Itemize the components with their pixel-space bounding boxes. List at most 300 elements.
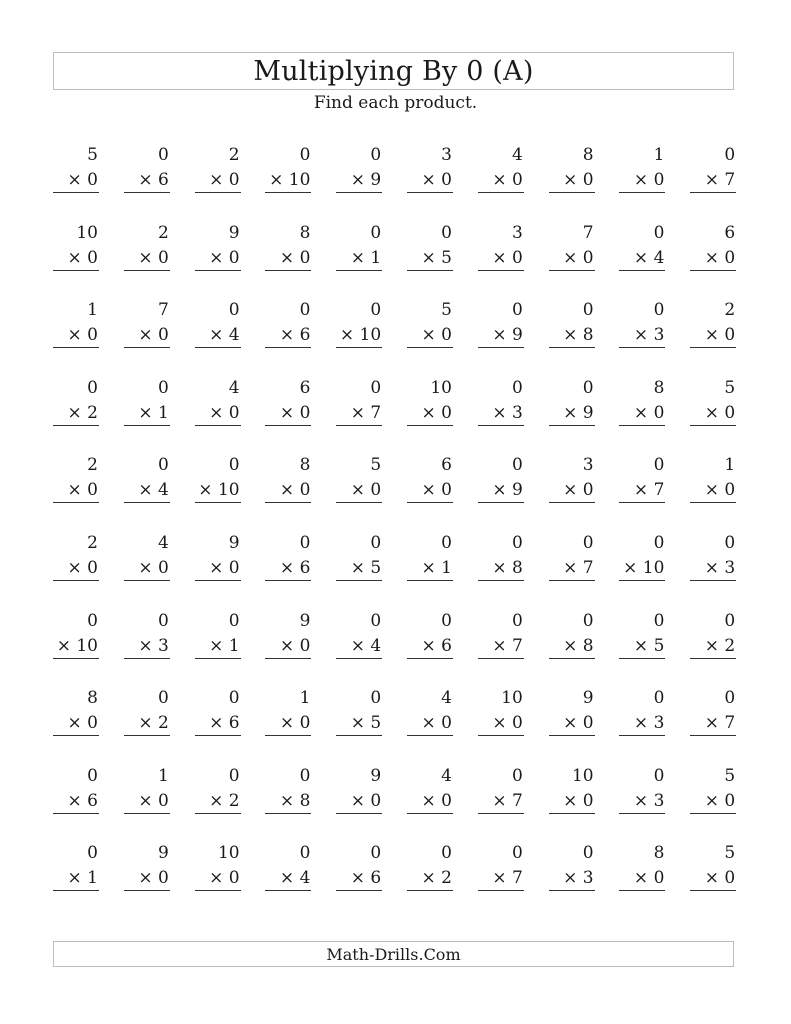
multiplier-value: 0 [87,325,98,346]
multiplicand: 0 [653,300,665,321]
answer-line[interactable] [619,425,665,426]
multiplier [53,714,99,732]
times-sign: × [138,480,153,501]
problem [53,534,99,581]
multiplier [478,326,524,344]
multiplicand: 0 [228,300,240,321]
times-sign: × [350,713,365,734]
multiplicand: 8 [299,455,311,476]
times-sign: × [633,170,649,190]
title-box [53,52,734,90]
multiplicand: 0 [299,532,311,553]
problem [265,301,311,348]
answer-line[interactable] [619,502,665,503]
problem [195,224,241,271]
multiplier-value: 4 [299,868,311,889]
multiplier [619,869,665,887]
multiplier [619,559,665,577]
problem [478,146,524,193]
answer-line[interactable] [336,270,382,271]
answer-line[interactable] [549,192,595,193]
times-sign: × [492,402,507,423]
answer-line[interactable] [265,425,311,426]
multiplier-value: 6 [299,557,311,578]
times-sign: × [350,868,365,889]
answer-line[interactable] [195,502,241,503]
multiplier-value: 1 [87,868,98,889]
answer-line[interactable] [478,192,524,193]
multiplicand: 0 [370,145,382,165]
multiplier [53,404,99,422]
multiplier [124,171,170,189]
problem [407,689,453,736]
answer-line[interactable] [619,270,665,271]
answer-line[interactable] [53,192,99,193]
problem-row [53,456,739,534]
answer-line[interactable] [619,347,665,348]
answer-line[interactable] [690,502,736,503]
problem [549,612,595,659]
times-sign: × [704,557,719,578]
multiplicand: 9 [228,222,240,243]
multiplier-value: 0 [87,713,98,734]
multiplier [619,404,665,422]
answer-line[interactable] [690,347,736,348]
multiplier [478,249,524,267]
multiplicand: 3 [582,455,594,476]
times-sign: × [704,247,719,268]
answer-line[interactable] [265,890,311,891]
answer-line[interactable] [195,270,241,271]
answer-line[interactable] [53,813,99,814]
multiplicand: 6 [441,455,452,476]
answer-line[interactable] [124,192,170,193]
answer-line[interactable] [407,813,453,814]
answer-line[interactable] [478,580,524,581]
times-sign: × [421,325,436,346]
problem [195,301,241,348]
multiplicand: 0 [582,377,594,398]
answer-line[interactable] [407,270,453,271]
problem [195,689,241,736]
multiplier [407,171,453,189]
multiplier-value: 10 [359,325,382,346]
answer-line[interactable] [124,347,170,348]
answer-line[interactable] [619,890,665,891]
multiplier-value: 0 [653,170,665,190]
multiplier [690,559,736,577]
answer-line[interactable] [690,425,736,426]
times-sign: × [492,170,507,190]
multiplier-value: 6 [441,635,452,656]
multiplier-value: 3 [724,557,736,578]
times-sign: × [633,247,649,268]
multiplier-value: 6 [87,790,98,811]
answer-line[interactable] [407,192,453,193]
multiplier-value: 0 [653,402,665,423]
multiplier [53,637,99,655]
answer-line[interactable] [619,813,665,814]
answer-line[interactable] [53,270,99,271]
problem [53,767,99,814]
multiplicand: 0 [441,843,452,864]
times-sign: × [633,790,649,811]
times-sign: × [633,713,649,734]
answer-line[interactable] [53,890,99,891]
problem [124,456,170,503]
times-sign: × [492,790,507,811]
answer-line[interactable] [265,735,311,736]
answer-line[interactable] [195,192,241,193]
multiplier-value: 8 [582,325,594,346]
multiplier [407,637,453,655]
multiplicand: 4 [157,532,169,553]
multiplier-value: 0 [441,713,452,734]
multiplier-value: 0 [724,247,736,268]
times-sign: × [350,635,365,656]
problem [336,456,382,503]
problem [265,146,311,193]
answer-line[interactable] [690,270,736,271]
answer-line[interactable] [407,890,453,891]
times-sign: × [350,170,365,190]
answer-line[interactable] [336,502,382,503]
multiplier [407,404,453,422]
answer-line[interactable] [690,890,736,891]
answer-line[interactable] [336,347,382,348]
answer-line[interactable] [265,658,311,659]
answer-line[interactable] [619,735,665,736]
multiplier-value: 8 [511,557,523,578]
answer-line[interactable] [124,425,170,426]
problem [407,379,453,426]
problem [619,379,665,426]
multiplicand: 1 [653,145,665,165]
multiplier-value: 0 [724,790,736,811]
answer-line[interactable] [478,813,524,814]
answer-line[interactable] [195,890,241,891]
problem [549,456,595,503]
problem-row [53,612,739,690]
multiplier-value: 0 [441,790,452,811]
answer-line[interactable] [478,502,524,503]
answer-line[interactable] [690,192,736,193]
times-sign: × [138,635,153,656]
multiplicand: 0 [511,765,523,786]
problem [336,534,382,581]
multiplier-value: 2 [724,635,736,656]
answer-line[interactable] [265,192,311,193]
multiplier [407,869,453,887]
answer-line[interactable] [195,735,241,736]
answer-line[interactable] [336,890,382,891]
problem [53,844,99,891]
multiplicand: 0 [87,765,98,786]
answer-line[interactable] [195,347,241,348]
answer-line[interactable] [124,813,170,814]
multiplier [336,792,382,810]
multiplier [478,792,524,810]
multiplier-value: 0 [228,557,240,578]
answer-line[interactable] [124,502,170,503]
multiplier [195,171,241,189]
answer-line[interactable] [478,735,524,736]
times-sign: × [492,247,507,268]
problem [265,534,311,581]
problem-grid [53,146,739,922]
multiplicand: 0 [511,455,523,476]
times-sign: × [350,480,365,501]
times-sign: × [704,635,719,656]
answer-line[interactable] [407,502,453,503]
times-sign: × [421,480,436,501]
multiplier [124,559,170,577]
multiplier-value: 0 [582,170,594,190]
answer-line[interactable] [407,347,453,348]
multiplier [619,326,665,344]
multiplicand: 0 [370,843,382,864]
answer-line[interactable] [478,890,524,891]
multiplier-value: 3 [653,713,665,734]
answer-line[interactable] [124,890,170,891]
answer-line[interactable] [265,580,311,581]
multiplier [53,559,99,577]
multiplicand: 0 [582,532,594,553]
multiplier [549,714,595,732]
multiplier [407,481,453,499]
times-sign: × [421,635,436,656]
problem [549,379,595,426]
answer-line[interactable] [549,270,595,271]
times-sign: × [563,713,578,734]
multiplier [195,326,241,344]
problem [265,689,311,736]
answer-line[interactable] [336,735,382,736]
answer-line[interactable] [195,425,241,426]
multiplier [478,559,524,577]
answer-line[interactable] [336,813,382,814]
answer-line[interactable] [549,813,595,814]
answer-line[interactable] [124,270,170,271]
multiplicand: 0 [653,222,665,243]
times-sign: × [563,790,578,811]
multiplier-value: 5 [441,247,452,268]
multiplier-value: 1 [157,402,169,423]
answer-line[interactable] [53,580,99,581]
answer-line[interactable] [53,425,99,426]
answer-line[interactable] [549,502,595,503]
multiplicand: 0 [582,843,594,864]
answer-line[interactable] [690,580,736,581]
answer-line[interactable] [336,580,382,581]
multiplier-value: 0 [441,402,452,423]
problem [619,456,665,503]
answer-line[interactable] [619,192,665,193]
multiplicand: 8 [653,377,665,398]
times-sign: × [209,170,224,190]
times-sign: × [209,325,224,346]
times-sign: × [279,635,295,656]
multiplier-value: 2 [87,402,98,423]
multiplier-value: 7 [653,480,665,501]
answer-line[interactable] [478,425,524,426]
multiplier-value: 5 [653,635,665,656]
multiplier [336,714,382,732]
multiplicand: 0 [370,377,382,398]
multiplicand: 0 [653,455,665,476]
multiplicand: 10 [217,843,240,864]
multiplier [478,171,524,189]
answer-line[interactable] [124,735,170,736]
times-sign: × [492,713,507,734]
problem [619,224,665,271]
multiplier-value: 6 [228,713,240,734]
multiplicand: 0 [511,300,523,321]
answer-line[interactable] [549,735,595,736]
answer-line[interactable] [195,580,241,581]
problem-row [53,379,739,457]
multiplier [549,249,595,267]
multiplicand: 1 [87,300,98,321]
multiplier [690,714,736,732]
multiplicand: 0 [653,532,665,553]
problem [124,767,170,814]
multiplier-value: 10 [642,557,665,578]
answer-line[interactable] [619,658,665,659]
answer-line[interactable] [336,425,382,426]
answer-line[interactable] [549,347,595,348]
multiplier [265,171,311,189]
times-sign: × [350,402,365,423]
times-sign: × [138,868,153,889]
problem [195,844,241,891]
multiplicand: 8 [299,222,311,243]
multiplicand: 9 [370,765,382,786]
multiplicand: 0 [87,610,98,631]
answer-line[interactable] [407,735,453,736]
problem [53,146,99,193]
multiplicand: 4 [441,765,452,786]
answer-line[interactable] [407,580,453,581]
multiplier [549,559,595,577]
multiplicand: 0 [724,145,736,165]
times-sign: × [209,713,224,734]
multiplier [407,559,453,577]
multiplier [619,637,665,655]
times-sign: × [279,402,295,423]
multiplier-value: 0 [582,247,594,268]
answer-line[interactable] [407,658,453,659]
answer-line[interactable] [478,347,524,348]
answer-line[interactable] [690,735,736,736]
multiplicand: 0 [157,145,169,165]
problem [265,379,311,426]
answer-line[interactable] [53,735,99,736]
worksheet-title: Multiplying By 0 (A) [253,55,534,87]
problem [407,534,453,581]
multiplier [407,792,453,810]
answer-line[interactable] [690,658,736,659]
answer-line[interactable] [124,658,170,659]
answer-line[interactable] [549,890,595,891]
times-sign: × [563,325,578,346]
multiplier [619,171,665,189]
times-sign: × [209,790,224,811]
answer-line[interactable] [53,347,99,348]
answer-line[interactable] [265,347,311,348]
answer-line[interactable] [478,658,524,659]
times-sign: × [563,557,578,578]
problem [690,689,736,736]
answer-line[interactable] [549,658,595,659]
answer-line[interactable] [549,580,595,581]
multiplier [407,326,453,344]
problem [549,301,595,348]
times-sign: × [67,790,82,811]
multiplier-value: 0 [441,325,452,346]
multiplier [336,481,382,499]
multiplier-value: 0 [157,868,169,889]
multiplier-value: 3 [653,790,665,811]
answer-line[interactable] [619,580,665,581]
multiplicand: 4 [228,377,240,398]
answer-line[interactable] [549,425,595,426]
answer-line[interactable] [124,580,170,581]
multiplier [53,249,99,267]
times-sign: × [704,480,719,501]
multiplier [690,481,736,499]
multiplicand: 0 [87,377,98,398]
times-sign: × [67,557,82,578]
multiplier-value: 6 [299,325,311,346]
answer-line[interactable] [53,658,99,659]
multiplier-value: 0 [157,790,169,811]
answer-line[interactable] [407,425,453,426]
times-sign: × [704,170,719,190]
problem [619,844,665,891]
problem [336,844,382,891]
times-sign: × [138,790,153,811]
answer-line[interactable] [53,502,99,503]
multiplicand: 10 [501,688,523,709]
answer-line[interactable] [195,813,241,814]
problem [124,146,170,193]
answer-line[interactable] [478,270,524,271]
answer-line[interactable] [690,813,736,814]
problem [549,844,595,891]
multiplier-value: 10 [217,480,240,501]
multiplier [195,792,241,810]
times-sign: × [350,557,365,578]
answer-line[interactable] [336,192,382,193]
answer-line[interactable] [265,270,311,271]
answer-line[interactable] [195,658,241,659]
multiplicand: 0 [653,765,665,786]
times-sign: × [704,402,719,423]
problem [478,456,524,503]
times-sign: × [67,480,82,501]
multiplier [549,171,595,189]
multiplier-value: 0 [582,790,594,811]
multiplier [124,714,170,732]
answer-line[interactable] [265,813,311,814]
multiplier-value: 0 [299,713,311,734]
multiplier [336,637,382,655]
answer-line[interactable] [265,502,311,503]
answer-line[interactable] [336,658,382,659]
times-sign: × [421,170,436,190]
worksheet-instructions: Find each product. [313,93,478,113]
